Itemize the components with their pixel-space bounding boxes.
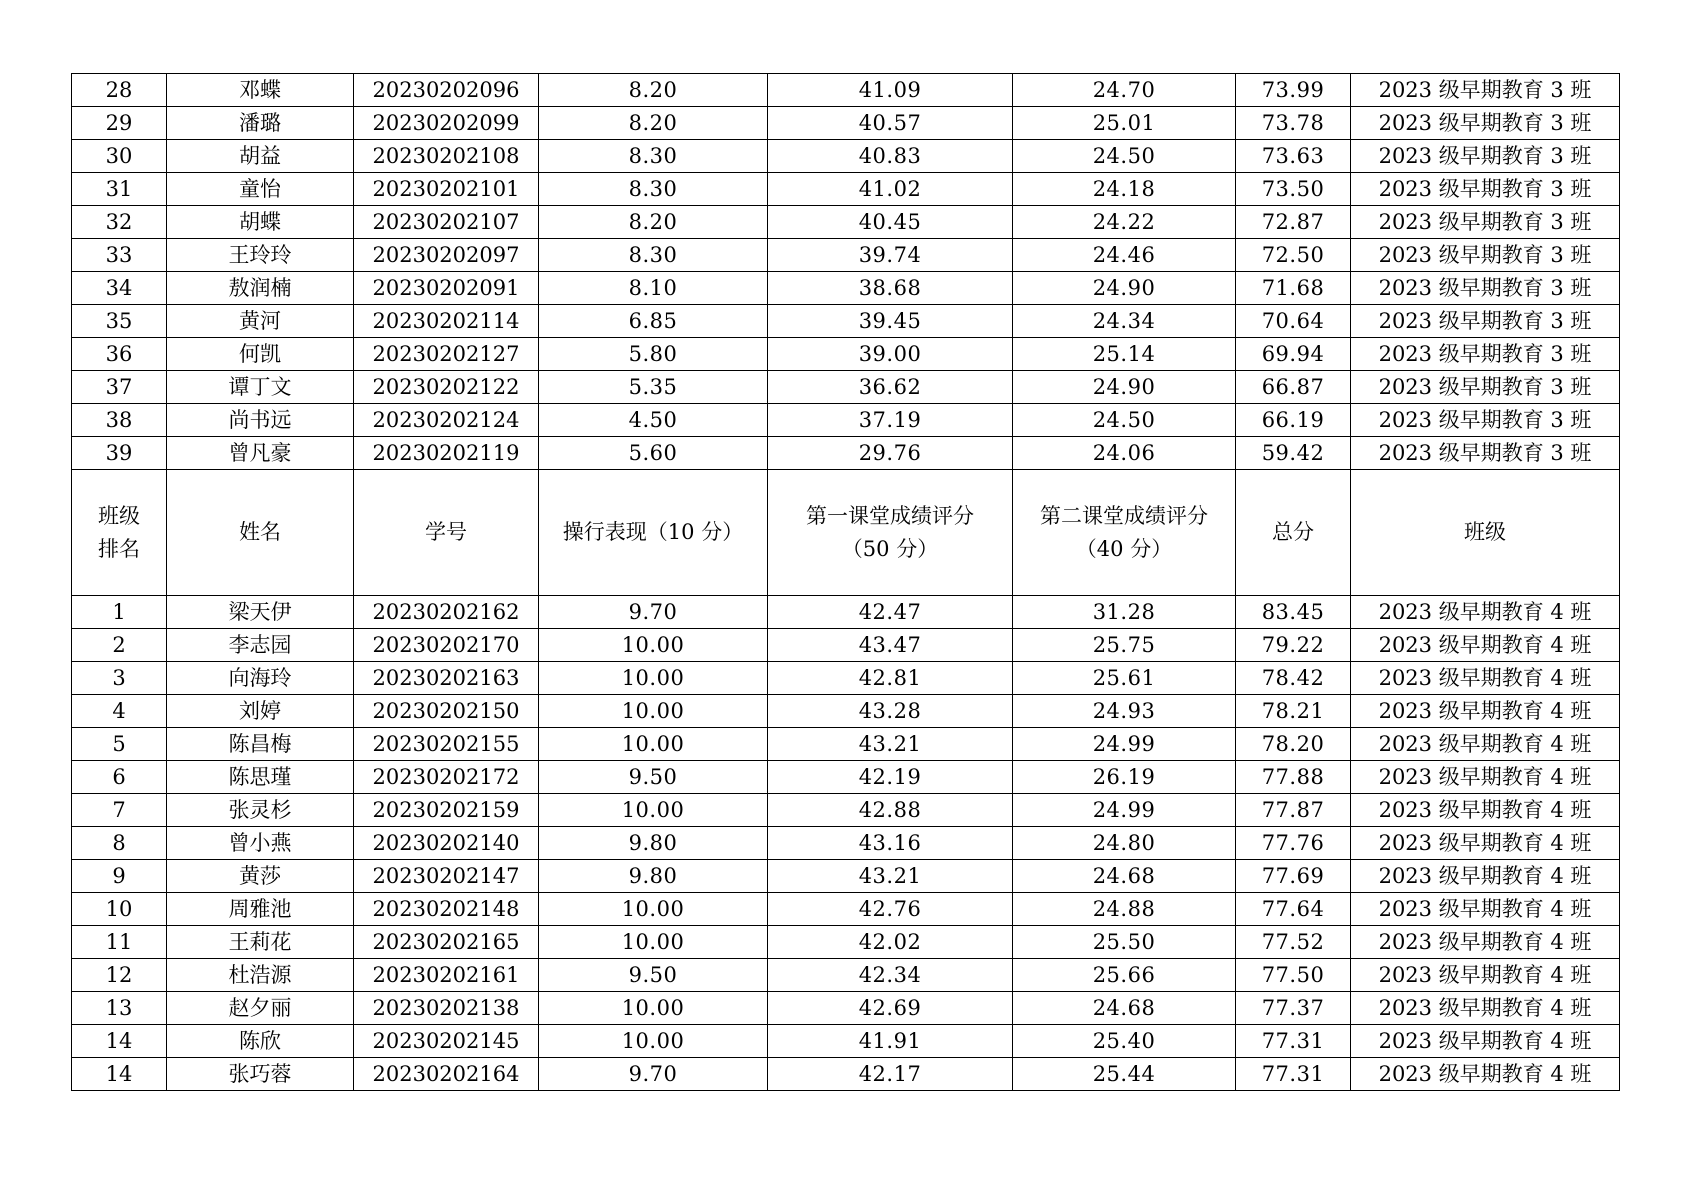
- rank-cell: 33: [72, 239, 167, 272]
- table-row: [72, 1058, 1620, 1091]
- total-score-cell: 73.50: [1236, 173, 1351, 206]
- header-student-id: 学号: [354, 470, 539, 596]
- total-score-cell: 79.22: [1236, 629, 1351, 662]
- class-cell: 2023 级早期教育 4 班: [1351, 926, 1620, 959]
- class-cell: 2023 级早期教育 4 班: [1351, 959, 1620, 992]
- conduct-score-cell: 8.20: [539, 206, 768, 239]
- student-id-cell: 20230202164: [354, 1058, 539, 1091]
- table-row: [72, 437, 1620, 470]
- total-score-cell: 66.19: [1236, 404, 1351, 437]
- student-id-cell: 20230202108: [354, 140, 539, 173]
- name-cell: 敖润楠: [167, 272, 354, 305]
- header-total: 总分: [1236, 470, 1351, 596]
- second-class-score-cell: 24.90: [1013, 272, 1236, 305]
- name-cell: 黄河: [167, 305, 354, 338]
- second-class-score-cell: 31.28: [1013, 596, 1236, 629]
- conduct-score-cell: 9.80: [539, 860, 768, 893]
- name-cell: 张巧蓉: [167, 1058, 354, 1091]
- table-row: [72, 338, 1620, 371]
- rank-cell: 38: [72, 404, 167, 437]
- second-class-score-cell: 25.61: [1013, 662, 1236, 695]
- total-score-cell: 83.45: [1236, 596, 1351, 629]
- name-cell: 刘婷: [167, 695, 354, 728]
- total-score-cell: 77.31: [1236, 1058, 1351, 1091]
- student-id-cell: 20230202150: [354, 695, 539, 728]
- table-row: [72, 893, 1620, 926]
- total-score-cell: 73.63: [1236, 140, 1351, 173]
- student-id-cell: 20230202147: [354, 860, 539, 893]
- class-cell: 2023 级早期教育 4 班: [1351, 860, 1620, 893]
- second-class-score-cell: 25.14: [1013, 338, 1236, 371]
- total-score-cell: 77.88: [1236, 761, 1351, 794]
- total-score-cell: 77.69: [1236, 860, 1351, 893]
- total-score-cell: 77.87: [1236, 794, 1351, 827]
- second-class-score-cell: 25.66: [1013, 959, 1236, 992]
- class-cell: 2023 级早期教育 4 班: [1351, 629, 1620, 662]
- first-class-score-cell: 42.88: [768, 794, 1013, 827]
- second-class-score-cell: 25.01: [1013, 107, 1236, 140]
- class-cell: 2023 级早期教育 3 班: [1351, 272, 1620, 305]
- table-row: [72, 74, 1620, 107]
- table-row: [72, 662, 1620, 695]
- table-row: [72, 107, 1620, 140]
- total-score-cell: 78.20: [1236, 728, 1351, 761]
- rank-cell: 14: [72, 1025, 167, 1058]
- header-name: 姓名: [167, 470, 354, 596]
- name-cell: 向海玲: [167, 662, 354, 695]
- total-score-cell: 72.87: [1236, 206, 1351, 239]
- class-cell: 2023 级早期教育 3 班: [1351, 107, 1620, 140]
- conduct-score-cell: 10.00: [539, 629, 768, 662]
- first-class-score-cell: 40.83: [768, 140, 1013, 173]
- student-id-cell: 20230202127: [354, 338, 539, 371]
- class-cell: 2023 级早期教育 3 班: [1351, 437, 1620, 470]
- first-class-score-cell: 42.69: [768, 992, 1013, 1025]
- class-cell: 2023 级早期教育 4 班: [1351, 992, 1620, 1025]
- rank-cell: 8: [72, 827, 167, 860]
- total-score-cell: 73.99: [1236, 74, 1351, 107]
- header-first-class: 第一课堂成绩评分 （50 分）: [768, 470, 1013, 596]
- class-cell: 2023 级早期教育 4 班: [1351, 893, 1620, 926]
- table-row: [72, 371, 1620, 404]
- second-class-score-cell: 24.88: [1013, 893, 1236, 926]
- second-class-score-cell: 24.80: [1013, 827, 1236, 860]
- second-class-score-cell: 24.68: [1013, 860, 1236, 893]
- conduct-score-cell: 9.70: [539, 596, 768, 629]
- total-score-cell: 70.64: [1236, 305, 1351, 338]
- conduct-score-cell: 9.80: [539, 827, 768, 860]
- first-class-score-cell: 43.47: [768, 629, 1013, 662]
- table-row: [72, 596, 1620, 629]
- rank-cell: 6: [72, 761, 167, 794]
- name-cell: 陈思瑾: [167, 761, 354, 794]
- second-class-score-cell: 24.99: [1013, 794, 1236, 827]
- conduct-score-cell: 8.20: [539, 107, 768, 140]
- name-cell: 邓蝶: [167, 74, 354, 107]
- class-cell: 2023 级早期教育 3 班: [1351, 338, 1620, 371]
- conduct-score-cell: 9.70: [539, 1058, 768, 1091]
- first-class-score-cell: 42.47: [768, 596, 1013, 629]
- rank-cell: 14: [72, 1058, 167, 1091]
- second-class-score-cell: 24.50: [1013, 404, 1236, 437]
- student-id-cell: 20230202097: [354, 239, 539, 272]
- class-cell: 2023 级早期教育 4 班: [1351, 794, 1620, 827]
- total-score-cell: 66.87: [1236, 371, 1351, 404]
- class-cell: 2023 级早期教育 3 班: [1351, 173, 1620, 206]
- table-row: [72, 140, 1620, 173]
- second-class-score-cell: 24.46: [1013, 239, 1236, 272]
- conduct-score-cell: 5.60: [539, 437, 768, 470]
- rank-cell: 2: [72, 629, 167, 662]
- class-cell: 2023 级早期教育 3 班: [1351, 140, 1620, 173]
- student-id-cell: 20230202161: [354, 959, 539, 992]
- table-row: [72, 695, 1620, 728]
- second-class-score-cell: 24.18: [1013, 173, 1236, 206]
- rank-cell: 29: [72, 107, 167, 140]
- student-id-cell: 20230202159: [354, 794, 539, 827]
- conduct-score-cell: 10.00: [539, 794, 768, 827]
- first-class-score-cell: 41.02: [768, 173, 1013, 206]
- second-class-score-cell: 26.19: [1013, 761, 1236, 794]
- student-id-cell: 20230202163: [354, 662, 539, 695]
- table-row: [72, 272, 1620, 305]
- table-row: [72, 926, 1620, 959]
- name-cell: 潘璐: [167, 107, 354, 140]
- rank-cell: 37: [72, 371, 167, 404]
- table-row: [72, 860, 1620, 893]
- second-class-score-cell: 25.75: [1013, 629, 1236, 662]
- conduct-score-cell: 10.00: [539, 926, 768, 959]
- total-score-cell: 59.42: [1236, 437, 1351, 470]
- name-cell: 黄莎: [167, 860, 354, 893]
- total-score-cell: 77.50: [1236, 959, 1351, 992]
- name-cell: 何凯: [167, 338, 354, 371]
- first-class-score-cell: 42.17: [768, 1058, 1013, 1091]
- total-score-cell: 77.52: [1236, 926, 1351, 959]
- conduct-score-cell: 8.30: [539, 239, 768, 272]
- name-cell: 赵夕丽: [167, 992, 354, 1025]
- first-class-score-cell: 40.45: [768, 206, 1013, 239]
- name-cell: 周雅池: [167, 893, 354, 926]
- first-class-score-cell: 43.21: [768, 860, 1013, 893]
- conduct-score-cell: 10.00: [539, 992, 768, 1025]
- total-score-cell: 77.37: [1236, 992, 1351, 1025]
- student-id-cell: 20230202165: [354, 926, 539, 959]
- rank-cell: 36: [72, 338, 167, 371]
- student-id-cell: 20230202145: [354, 1025, 539, 1058]
- first-class-score-cell: 37.19: [768, 404, 1013, 437]
- first-class-score-cell: 40.57: [768, 107, 1013, 140]
- name-cell: 童怡: [167, 173, 354, 206]
- conduct-score-cell: 8.10: [539, 272, 768, 305]
- conduct-score-cell: 9.50: [539, 959, 768, 992]
- rank-cell: 4: [72, 695, 167, 728]
- rank-cell: 1: [72, 596, 167, 629]
- total-score-cell: 77.64: [1236, 893, 1351, 926]
- conduct-score-cell: 8.30: [539, 173, 768, 206]
- rank-cell: 9: [72, 860, 167, 893]
- second-class-score-cell: 24.22: [1013, 206, 1236, 239]
- class-cell: 2023 级早期教育 4 班: [1351, 695, 1620, 728]
- name-cell: 曾小燕: [167, 827, 354, 860]
- class-cell: 2023 级早期教育 3 班: [1351, 305, 1620, 338]
- first-class-score-cell: 42.81: [768, 662, 1013, 695]
- first-class-score-cell: 43.21: [768, 728, 1013, 761]
- name-cell: 杜浩源: [167, 959, 354, 992]
- first-class-score-cell: 29.76: [768, 437, 1013, 470]
- class-cell: 2023 级早期教育 3 班: [1351, 239, 1620, 272]
- second-class-score-cell: 25.44: [1013, 1058, 1236, 1091]
- class-cell: 2023 级早期教育 4 班: [1351, 728, 1620, 761]
- conduct-score-cell: 5.35: [539, 371, 768, 404]
- student-id-cell: 20230202091: [354, 272, 539, 305]
- student-id-cell: 20230202096: [354, 74, 539, 107]
- rank-cell: 13: [72, 992, 167, 1025]
- class-cell: 2023 级早期教育 4 班: [1351, 1025, 1620, 1058]
- table-row: [72, 239, 1620, 272]
- rank-cell: 31: [72, 173, 167, 206]
- table-row: [72, 173, 1620, 206]
- rank-cell: 39: [72, 437, 167, 470]
- second-class-score-cell: 24.34: [1013, 305, 1236, 338]
- student-id-cell: 20230202114: [354, 305, 539, 338]
- student-id-cell: 20230202170: [354, 629, 539, 662]
- class-cell: 2023 级早期教育 3 班: [1351, 206, 1620, 239]
- header-rank: 班级 排名: [72, 470, 167, 596]
- name-cell: 谭丁文: [167, 371, 354, 404]
- student-id-cell: 20230202122: [354, 371, 539, 404]
- rank-cell: 32: [72, 206, 167, 239]
- first-class-score-cell: 41.91: [768, 1025, 1013, 1058]
- table-row: [72, 404, 1620, 437]
- student-id-cell: 20230202148: [354, 893, 539, 926]
- student-id-cell: 20230202155: [354, 728, 539, 761]
- table-row: [72, 728, 1620, 761]
- rank-cell: 3: [72, 662, 167, 695]
- rank-cell: 7: [72, 794, 167, 827]
- first-class-score-cell: 43.28: [768, 695, 1013, 728]
- conduct-score-cell: 10.00: [539, 728, 768, 761]
- student-id-cell: 20230202140: [354, 827, 539, 860]
- rank-cell: 35: [72, 305, 167, 338]
- first-class-score-cell: 39.45: [768, 305, 1013, 338]
- table-row: [72, 761, 1620, 794]
- name-cell: 曾凡豪: [167, 437, 354, 470]
- second-class-score-cell: 24.99: [1013, 728, 1236, 761]
- class-cell: 2023 级早期教育 3 班: [1351, 74, 1620, 107]
- conduct-score-cell: 10.00: [539, 695, 768, 728]
- name-cell: 胡益: [167, 140, 354, 173]
- second-class-score-cell: 25.40: [1013, 1025, 1236, 1058]
- class-cell: 2023 级早期教育 4 班: [1351, 761, 1620, 794]
- header-conduct: 操行表现（10 分）: [539, 470, 768, 596]
- table-row: [72, 794, 1620, 827]
- rank-cell: 28: [72, 74, 167, 107]
- student-id-cell: 20230202138: [354, 992, 539, 1025]
- conduct-score-cell: 9.50: [539, 761, 768, 794]
- class-cell: 2023 级早期教育 4 班: [1351, 827, 1620, 860]
- first-class-score-cell: 36.62: [768, 371, 1013, 404]
- total-score-cell: 77.31: [1236, 1025, 1351, 1058]
- name-cell: 陈昌梅: [167, 728, 354, 761]
- name-cell: 梁天伊: [167, 596, 354, 629]
- conduct-score-cell: 10.00: [539, 893, 768, 926]
- conduct-score-cell: 6.85: [539, 305, 768, 338]
- name-cell: 王莉花: [167, 926, 354, 959]
- header-class: 班级: [1351, 470, 1620, 596]
- class-cell: 2023 级早期教育 4 班: [1351, 1058, 1620, 1091]
- conduct-score-cell: 4.50: [539, 404, 768, 437]
- table-row: [72, 305, 1620, 338]
- student-id-cell: 20230202099: [354, 107, 539, 140]
- class-cell: 2023 级早期教育 4 班: [1351, 662, 1620, 695]
- class-cell: 2023 级早期教育 3 班: [1351, 371, 1620, 404]
- student-id-cell: 20230202124: [354, 404, 539, 437]
- table-row: [72, 206, 1620, 239]
- first-class-score-cell: 39.74: [768, 239, 1013, 272]
- name-cell: 李志园: [167, 629, 354, 662]
- score-table: [71, 73, 1620, 1091]
- conduct-score-cell: 5.80: [539, 338, 768, 371]
- total-score-cell: 72.50: [1236, 239, 1351, 272]
- student-id-cell: 20230202101: [354, 173, 539, 206]
- first-class-score-cell: 38.68: [768, 272, 1013, 305]
- first-class-score-cell: 42.19: [768, 761, 1013, 794]
- total-score-cell: 78.42: [1236, 662, 1351, 695]
- student-id-cell: 20230202107: [354, 206, 539, 239]
- name-cell: 胡蝶: [167, 206, 354, 239]
- first-class-score-cell: 43.16: [768, 827, 1013, 860]
- table-row: [72, 959, 1620, 992]
- table-row: [72, 827, 1620, 860]
- table-row: [72, 992, 1620, 1025]
- first-class-score-cell: 42.76: [768, 893, 1013, 926]
- rank-cell: 12: [72, 959, 167, 992]
- student-id-cell: 20230202172: [354, 761, 539, 794]
- header-row: [72, 470, 1620, 596]
- conduct-score-cell: 10.00: [539, 662, 768, 695]
- second-class-score-cell: 24.70: [1013, 74, 1236, 107]
- name-cell: 张灵杉: [167, 794, 354, 827]
- name-cell: 陈欣: [167, 1025, 354, 1058]
- rank-cell: 11: [72, 926, 167, 959]
- table-body: [72, 74, 1620, 1091]
- total-score-cell: 71.68: [1236, 272, 1351, 305]
- first-class-score-cell: 42.34: [768, 959, 1013, 992]
- total-score-cell: 78.21: [1236, 695, 1351, 728]
- rank-cell: 10: [72, 893, 167, 926]
- name-cell: 尚书远: [167, 404, 354, 437]
- first-class-score-cell: 42.02: [768, 926, 1013, 959]
- second-class-score-cell: 24.50: [1013, 140, 1236, 173]
- conduct-score-cell: 8.30: [539, 140, 768, 173]
- class-cell: 2023 级早期教育 4 班: [1351, 596, 1620, 629]
- second-class-score-cell: 24.93: [1013, 695, 1236, 728]
- rank-cell: 30: [72, 140, 167, 173]
- second-class-score-cell: 24.68: [1013, 992, 1236, 1025]
- class-cell: 2023 级早期教育 3 班: [1351, 404, 1620, 437]
- first-class-score-cell: 39.00: [768, 338, 1013, 371]
- rank-cell: 34: [72, 272, 167, 305]
- name-cell: 王玲玲: [167, 239, 354, 272]
- table-row: [72, 1025, 1620, 1058]
- conduct-score-cell: 10.00: [539, 1025, 768, 1058]
- student-id-cell: 20230202162: [354, 596, 539, 629]
- table-row: [72, 629, 1620, 662]
- first-class-score-cell: 41.09: [768, 74, 1013, 107]
- student-id-cell: 20230202119: [354, 437, 539, 470]
- second-class-score-cell: 24.90: [1013, 371, 1236, 404]
- header-second-class: 第二课堂成绩评分 （40 分）: [1013, 470, 1236, 596]
- total-score-cell: 69.94: [1236, 338, 1351, 371]
- total-score-cell: 73.78: [1236, 107, 1351, 140]
- second-class-score-cell: 25.50: [1013, 926, 1236, 959]
- second-class-score-cell: 24.06: [1013, 437, 1236, 470]
- total-score-cell: 77.76: [1236, 827, 1351, 860]
- rank-cell: 5: [72, 728, 167, 761]
- conduct-score-cell: 8.20: [539, 74, 768, 107]
